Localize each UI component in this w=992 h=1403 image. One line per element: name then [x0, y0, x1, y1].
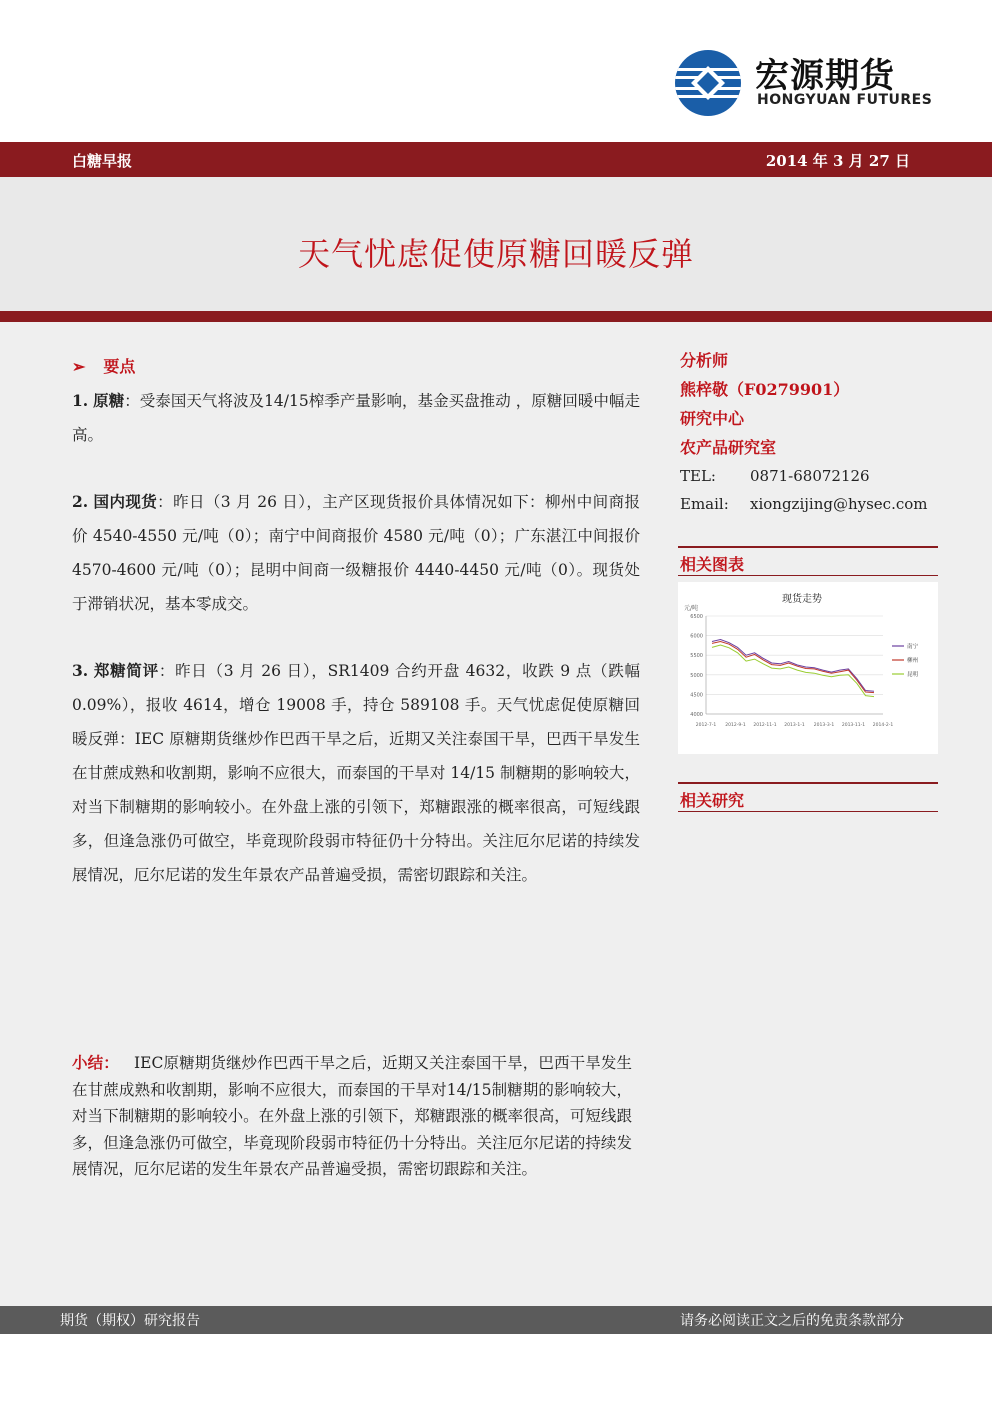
chart-legend-label: 昆明	[907, 672, 919, 678]
email-address[interactable]: xiongzijing@hysec.com	[750, 495, 928, 513]
page-footer	[0, 1306, 992, 1334]
content-area	[0, 322, 992, 1306]
chart-x-tick: 2012-7-1	[695, 723, 717, 728]
chart-series-line	[712, 642, 874, 693]
title-band	[0, 177, 992, 311]
report-date: 2014 年 3 月 27 日	[765, 152, 910, 170]
email-line: Email: xiongzijing@hysec.com	[680, 495, 928, 513]
page-header	[0, 0, 992, 140]
logo-chinese-name: 宏源期货	[755, 56, 895, 96]
chart-title: 现货走势	[782, 594, 822, 605]
chart-series-line	[712, 640, 874, 692]
spot-price-chart-svg	[678, 582, 938, 754]
related-research-heading: 相关研究	[678, 782, 938, 810]
chart-legend-label: 柳州	[907, 658, 919, 664]
chart-x-tick: 2014-2-1	[872, 723, 894, 728]
chart-x-tick: 2013-1-1	[784, 723, 805, 728]
key-points-heading: ➢ 要点	[72, 357, 136, 376]
chart-y-tick: 4000	[690, 712, 703, 718]
research-office: 农产品研究室	[680, 438, 777, 457]
hongyuan-logo-icon	[673, 48, 743, 118]
chart-legend-label: 南宁	[907, 644, 919, 650]
analyst-sidebar	[680, 346, 940, 518]
chart-y-label: 元/吨	[684, 605, 699, 612]
key-points-section	[72, 350, 640, 892]
chart-y-tick: 6500	[690, 614, 703, 620]
chart-x-tick: 2013-11-1	[841, 723, 866, 728]
chart-x-tick: 2013-3-1	[813, 723, 835, 728]
key-point-zhengzhou-sugar: 3. 郑糖简评：昨日（3 月 26 日），SR1409 合约开盘 4632，收跌 9 点（跌幅0.09%），报收 4614，增仓 19008 手，持仓 589108 手。天气忧虑促使原糖回暖反弹：IEC 原糖期货继炒作巴西干旱之后，近期又关注泰国干旱，巴西干旱发生在甘蔗成熟和收割期，影响不应很大，而泰国的干旱对 14/15 制糖期的影响较大，对当下制糖期的影响较小。在外盘上涨的引领下，郑糖跟涨的概率很高，可短线跟多，但逢急涨仍可做空，毕竟现阶段弱市特征仍十分特出。关注厄尔尼诺的持续发展情况，厄尔尼诺的发生年景农产品普遍受损，需密切跟踪和关注。	[72, 661, 640, 884]
report-title: 天气忧虑促使原糖回暖反弹	[297, 235, 694, 273]
chart-x-tick: 2012-11-1	[753, 723, 777, 728]
chart-y-tick: 4500	[690, 692, 703, 699]
chart-y-tick: 5500	[690, 653, 703, 660]
report-header-bar	[0, 142, 992, 177]
key-point-raw-sugar: 1. 原糖：受泰国天气将波及14/15榨季产量影响，基金买盘推动 ，原糖回暖中幅走高。	[72, 391, 640, 444]
analyst-name: 熊梓敬（F0279901）	[680, 380, 850, 399]
related-charts-heading: 相关图表	[678, 546, 938, 574]
arrow-bullet-icon: ➢	[72, 357, 86, 376]
summary-section	[72, 1050, 632, 1183]
chart-x-tick: 2012-9-1	[725, 723, 746, 728]
tel-number: 0871-68072126	[750, 467, 870, 485]
summary-label: 小结：	[72, 1053, 119, 1072]
chart-y-tick: 6000	[690, 633, 703, 640]
company-logo	[673, 46, 933, 118]
footer-report-type: 期货（期权）研究报告	[60, 1313, 200, 1329]
research-center: 研究中心	[680, 409, 745, 428]
chart-y-tick: 5000	[690, 672, 703, 679]
key-point-domestic-spot: 2. 国内现货：昨日（3 月 26 日），主产区现货报价具体情况如下：柳州中间商报价 4540-4550 元/吨（0）；南宁中间商报价 4580 元/吨（0）；广东湛江中间报价 4570-4600 元/吨（0）；昆明中间商一级糖报价 4440-4450 元/吨（0）。现货处于滞销状况，基本零成交。	[72, 492, 640, 613]
footer-disclaimer: 请务必阅读正文之后的免责条款部分	[680, 1313, 904, 1329]
report-type: 白糖早报	[72, 152, 133, 170]
analyst-heading: 分析师	[680, 351, 729, 370]
tel-line: TEL: 0871-68072126	[680, 467, 870, 485]
summary-text: IEC原糖期货继炒作巴西干旱之后，近期又关注泰国干旱，巴西干旱发生在甘蔗成熟和收割期，影响不应很大，而泰国的干旱对14/15制糖期的影响较大，对当下制糖期的影响较小。在外盘上涨的引领下，郑糖跟涨的概率很高，可短线跟多，但逢急涨仍可做空，毕竟现阶段弱市特征仍十分特出。关注厄尔尼诺的持续发展情况，厄尔尼诺的发生年景农产品普遍受损，需密切跟踪和关注。	[72, 1054, 632, 1178]
title-divider	[0, 311, 992, 322]
logo-english-name: HONGYUAN FUTURES	[757, 92, 933, 108]
spot-price-chart	[678, 582, 938, 754]
